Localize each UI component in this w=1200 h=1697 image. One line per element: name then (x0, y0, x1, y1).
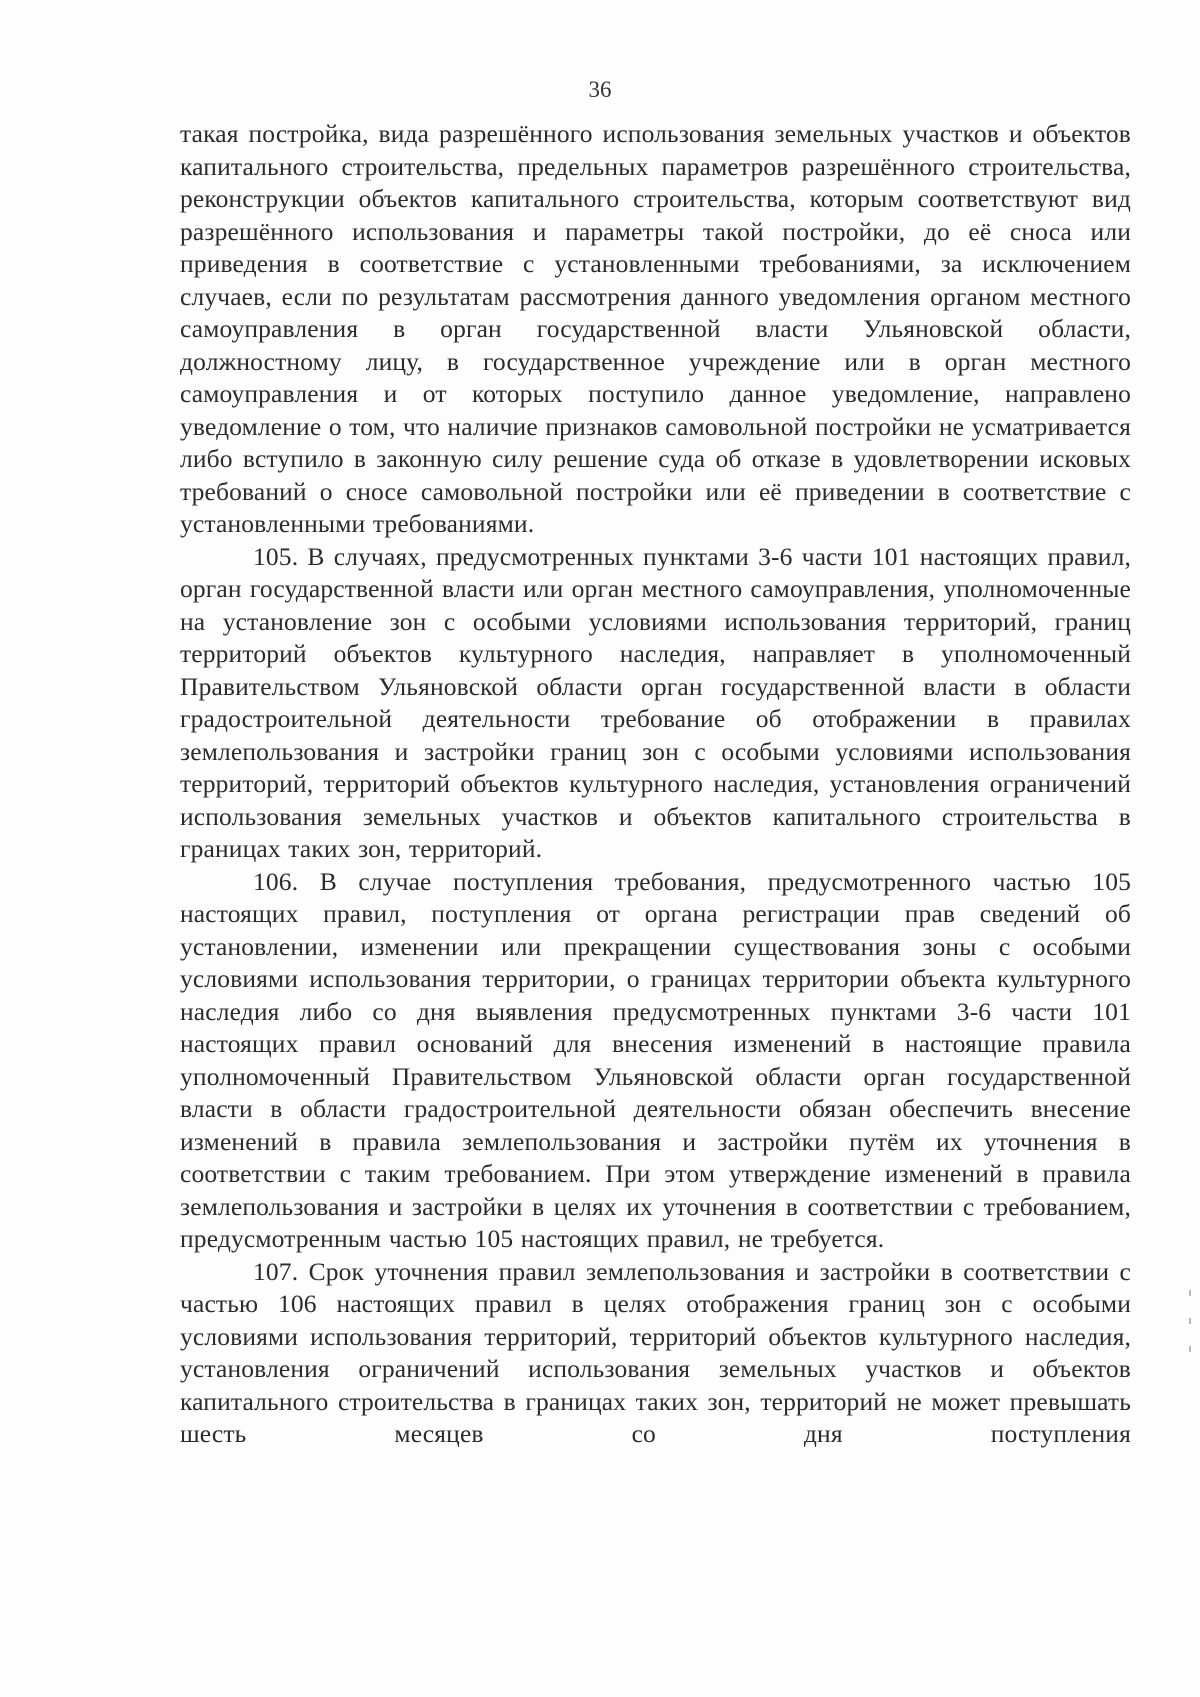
page-number: 36 (588, 77, 612, 102)
paragraph-105: 105. В случаях, предусмотренных пунктами 3-6 части 101 настоящих правил, орган государственной власти или орган местного самоуправления, уполномоченные на установление зон с особыми условиями использования территорий, границ территорий объектов культурного наследия, направляет в уполномоченный Правительством Ульяновской области орган государственной власти в области градостроительной деятельности требование об отображении в правилах землепользования и застройки границ зон с особыми условиями использования территорий, территорий объектов культурного наследия, установления ограничений использования земельных участков и объектов капитального строительства в границах таких зон, территорий. (180, 541, 1131, 863)
paragraph-106: 106. В случае поступления требования, предусмотренного частью 105 настоящих правил, поступления от органа регистрации прав сведений об установлении, изменении или прекращении существования зоны с особыми условиями использования территории, о границах территории объекта культурного наследия либо со дня выявления предусмотренных пунктами 3-6 части 101 настоящих правил оснований для внесения изменений в настоящие правила уполномоченный Правительством Ульяновской области орган государственной власти в области градостроительной деятельности обязан обеспечить внесение изменений в правила землепользования и застройки путём их уточнения в соответствии с таким требованием. При этом утверждение изменений в правила землепользования и застройки в целях их уточнения в соответствии с требованием, предусмотренным частью 105 настоящих правил, не требуется. (180, 866, 1131, 1253)
paragraph-107: 107. Срок уточнения правил землепользования и застройки в соответствии с частью 106 настоящих правил в целях отображения границ зон с особыми условиями использования территорий, территорий объектов культурного наследия, установления ограничений использования земельных участков и объектов капитального строительства в границах таких зон, территорий не может превышать шесть месяцев со дня поступления (180, 1256, 1131, 1448)
document-body (180, 118, 1131, 1451)
scan-artifact (1189, 1290, 1192, 1380)
paragraph-continuation: такая постройка, вида разрешённого использования земельных участков и объектов капитального строительства, предельных параметров разрешённого строительства, реконструкции объектов капитального строительства, которым соответствуют вид разрешённого использования и параметры такой постройки, до её сноса или приведения в соответствие с установленными требованиями, за исключением случаев, если по результатам рассмотрения данного уведомления органом местного самоуправления в орган государственной власти Ульяновской области, должностному лицу, в государственное учреждение или в орган местного самоуправления и от которых поступило данное уведомление, направлено уведомление о том, что наличие признаков самовольной постройки не усматривается либо вступило в законную силу решение суда об отказе в удовлетворении исковых требований о сносе самовольной постройки или её приведении в соответствие с установленными требованиями. (180, 119, 1131, 538)
